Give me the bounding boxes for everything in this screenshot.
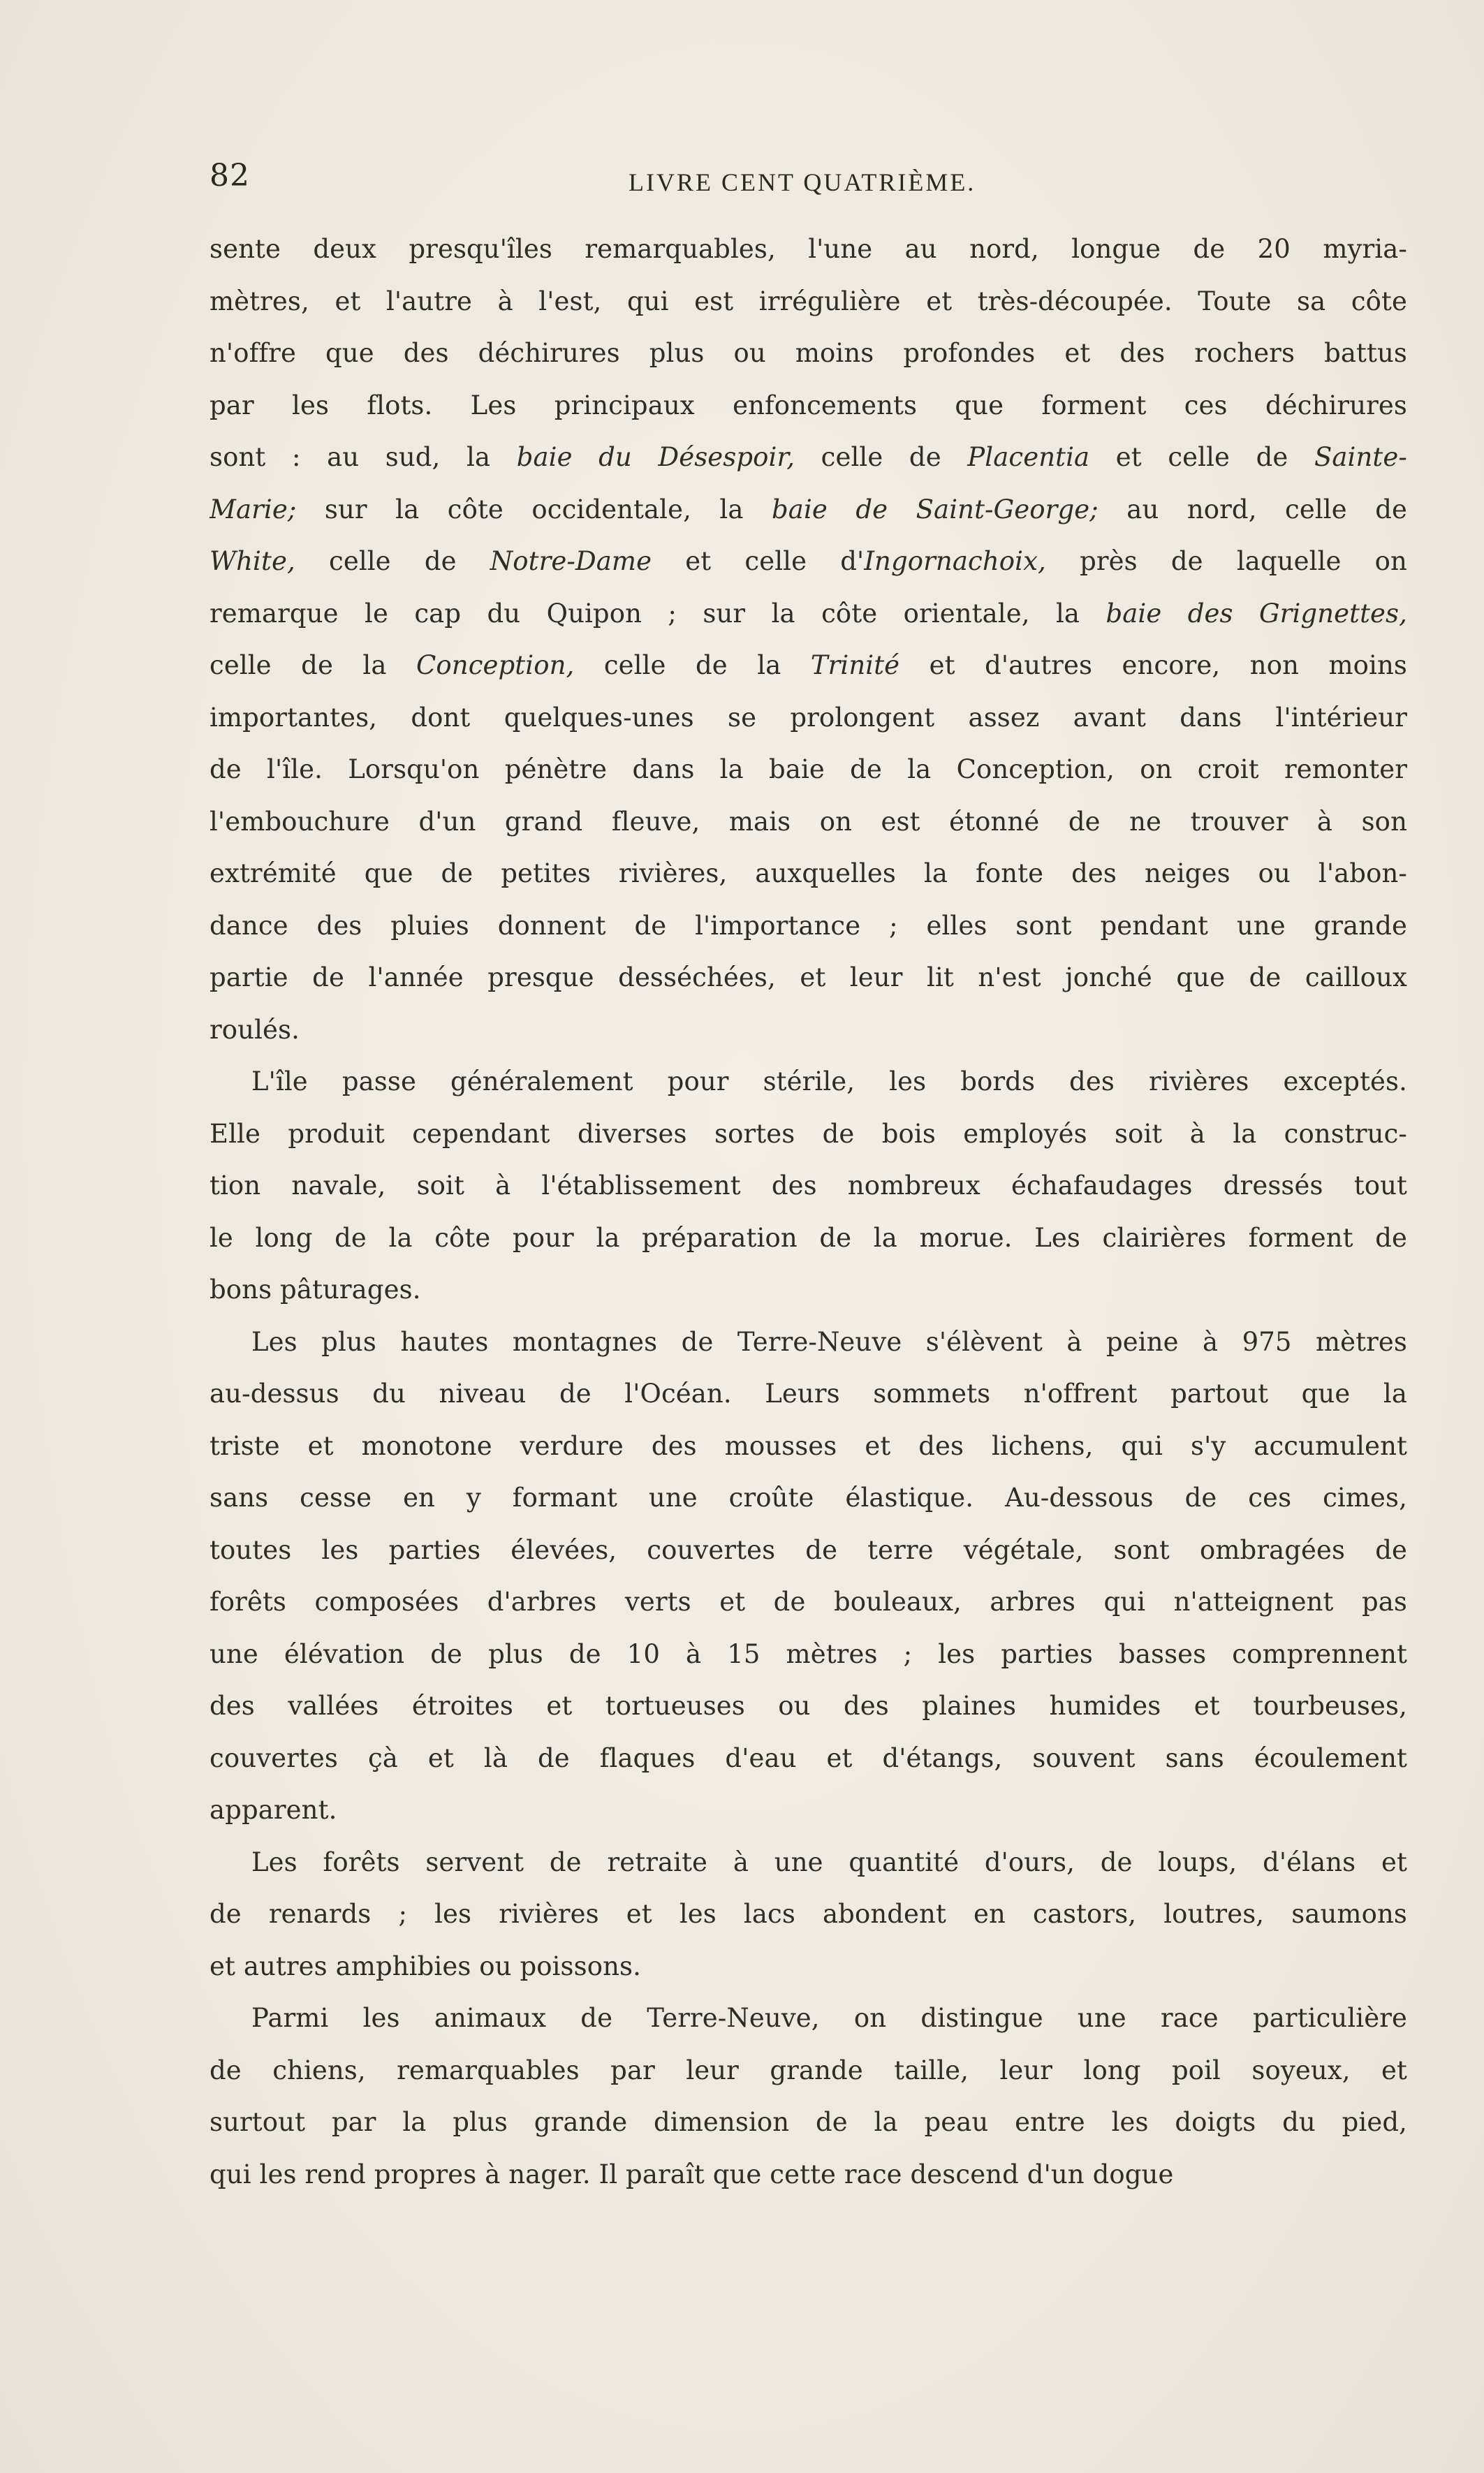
text-run: le long de la côte pour la préparation de la morue. Les clairières forment de (210, 1222, 1407, 1253)
text-run: sans cesse en y formant une croûte élastique. Au-dessous de ces cimes, (210, 1483, 1407, 1513)
text-run: mètres, et l'autre à l'est, qui est irrégulière et très-découpée. Toute sa côte (210, 286, 1407, 316)
text-line (210, 796, 1407, 849)
text-run: une élévation de plus de 10 à 15 mètres ; les parties basses comprennent (210, 1638, 1407, 1669)
text-run: près de laquelle on (1045, 546, 1407, 576)
text-line (210, 1472, 1407, 1525)
text-line (210, 1316, 1407, 1369)
text-run: couvertes çà et là de flaques d'eau et d'étangs, souvent sans écoulement (210, 1742, 1407, 1773)
text-run: apparent. (210, 1795, 337, 1825)
text-run: extrémité que de petites rivières, auxquelles la fonte des neiges ou l'abon- (210, 858, 1407, 888)
text-line (210, 1264, 1407, 1316)
text-line (210, 1004, 1407, 1057)
text-line (210, 1525, 1407, 1577)
text-line (210, 1680, 1407, 1733)
text-line (210, 328, 1407, 380)
text-line (210, 588, 1407, 640)
text-line (210, 1629, 1407, 1681)
text-line (210, 1784, 1407, 1837)
text-line (210, 900, 1407, 953)
text-line (210, 1888, 1407, 1941)
text-run: au nord, celle de (1098, 494, 1407, 524)
text-line (210, 223, 1407, 276)
text-line (210, 1733, 1407, 1785)
italic-text-run: White, (210, 546, 295, 576)
text-run: de chiens, remarquables par leur grande taille, leur long poil soyeux, et (210, 2055, 1407, 2085)
italic-text-run: baie du Désespoir, (516, 442, 795, 472)
page-number: 82 (210, 158, 250, 193)
text-run: de l'île. Lorsqu'on pénètre dans la baie de la Conception, on croit remonter (210, 754, 1407, 784)
text-run: de renards ; les rivières et les lacs abondent en castors, loutres, saumons (210, 1899, 1407, 1929)
text-line (210, 380, 1407, 432)
italic-text-run: baie des Grignettes, (1105, 598, 1407, 629)
text-run: toutes les parties élevées, couvertes de terre végétale, sont ombragées de (210, 1534, 1407, 1565)
text-line (210, 536, 1407, 588)
text-run: dance des pluies donnent de l'importance ; elles sont pendant une grande (210, 910, 1407, 941)
text-line (210, 1421, 1407, 1473)
text-line (210, 848, 1407, 900)
italic-text-run: baie de Saint-George; (772, 494, 1099, 524)
text-run: L'île passe généralement pour stérile, les bords des rivières exceptés. (251, 1066, 1407, 1096)
running-head: LIVRE CENT QUATRIÈME. (629, 168, 976, 196)
text-run: Les forêts servent de retraite à une quantité d'ours, de loups, d'élans et (251, 1847, 1407, 1877)
text-run: tion navale, soit à l'établissement des nombreux échafaudages dressés tout (210, 1171, 1407, 1201)
italic-text-run: Marie; (210, 494, 297, 524)
text-run: et d'autres encore, non moins (899, 650, 1407, 680)
text-run: remarque le cap du Quipon ; sur la côte orientale, la (210, 598, 1106, 629)
text-run: partie de l'année presque desséchées, et leur lit n'est jonché que de cailloux (210, 962, 1407, 992)
text-run: sur la côte occidentale, la (296, 494, 772, 524)
text-line (210, 1212, 1407, 1265)
text-line (210, 692, 1407, 744)
text-line (210, 1108, 1407, 1161)
text-run: celle de la (210, 650, 416, 680)
text-run: et celle d' (652, 546, 865, 576)
italic-text-run: Trinité (810, 650, 900, 680)
text-run: des vallées étroites et tortueuses ou des plaines humides et tourbeuses, (210, 1691, 1407, 1721)
text-run: qui les rend propres à nager. Il paraît que cette race descend d'un dogue (210, 2159, 1174, 2189)
italic-text-run: Sainte- (1314, 442, 1407, 472)
text-line (210, 2097, 1407, 2149)
text-run: bons pâturages. (210, 1275, 421, 1305)
text-run: et celle de (1089, 442, 1314, 472)
body-text (210, 223, 1407, 2201)
paragraph (210, 223, 1407, 1056)
text-run: roulés. (210, 1014, 300, 1045)
text-run: triste et monotone verdure des mousses et des lichens, qui s'y accumulent (210, 1430, 1407, 1461)
text-line (210, 1160, 1407, 1212)
text-line (210, 640, 1407, 692)
text-line (210, 952, 1407, 1004)
text-line (210, 276, 1407, 328)
text-line (210, 2045, 1407, 2097)
text-line (210, 744, 1407, 796)
text-run: surtout par la plus grande dimension de la peau entre les doigts du pied, (210, 2107, 1407, 2137)
text-run: sente deux presqu'îles remarquables, l'une au nord, longue de 20 myria- (210, 234, 1407, 264)
text-line (210, 1576, 1407, 1629)
paragraph (210, 1837, 1407, 1993)
text-line (210, 1993, 1407, 2045)
text-run: forêts composées d'arbres verts et de bouleaux, arbres qui n'atteignent pas (210, 1587, 1407, 1617)
text-run: celle de (295, 546, 490, 576)
paragraph (210, 1316, 1407, 1837)
text-run: celle de la (574, 650, 811, 680)
italic-text-run: Ingornachoix, (864, 546, 1046, 576)
italic-text-run: Notre-Dame (490, 546, 652, 576)
text-line (210, 1056, 1407, 1108)
text-line (210, 484, 1407, 536)
text-run: Elle produit cependant diverses sortes de bois employés soit à la construc- (210, 1118, 1407, 1149)
text-line (210, 1837, 1407, 1889)
text-run: sont : au sud, la (210, 442, 517, 472)
paragraph (210, 1993, 1407, 2201)
text-run: au-dessus du niveau de l'Océan. Leurs sommets n'offrent partout que la (210, 1379, 1407, 1409)
text-run: l'embouchure d'un grand fleuve, mais on est étonné de ne trouver à son (210, 806, 1407, 837)
text-run: celle de (795, 442, 968, 472)
text-line (210, 432, 1407, 484)
italic-text-run: Conception, (416, 650, 575, 680)
text-line (210, 2149, 1407, 2201)
text-run: Parmi les animaux de Terre-Neuve, on distingue une race particulière (251, 2003, 1407, 2033)
text-run: et autres amphibies ou poissons. (210, 1951, 641, 1981)
text-run: n'offre que des déchirures plus ou moins profondes et des rochers battus (210, 338, 1407, 368)
text-line (210, 1941, 1407, 1993)
text-run: Les plus hautes montagnes de Terre-Neuve s'élèvent à peine à 975 mètres (251, 1326, 1407, 1357)
page-header (210, 158, 1407, 207)
text-run: importantes, dont quelques-unes se prolongent assez avant dans l'intérieur (210, 702, 1407, 733)
text-line (210, 1368, 1407, 1421)
text-run: par les flots. Les principaux enfoncements que forment ces déchirures (210, 390, 1407, 420)
italic-text-run: Placentia (967, 442, 1090, 472)
paragraph (210, 1056, 1407, 1316)
